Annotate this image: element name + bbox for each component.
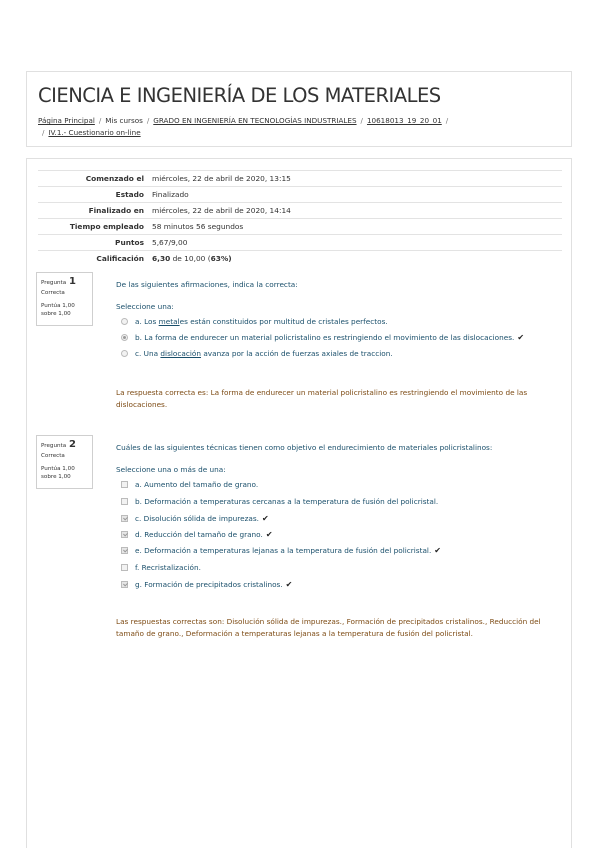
question-1-feedback: La respuesta correcta es: La forma de endurecer un material policristalino es restringiendo el movimiento de las dislocaciones. xyxy=(116,388,528,409)
grade-value: 6,30 xyxy=(152,254,171,263)
breadcrumb-separator: / xyxy=(445,116,449,125)
summary-row-points xyxy=(38,235,562,251)
attempt-summary-table xyxy=(38,170,562,266)
checkbox-checked[interactable] xyxy=(121,531,128,538)
summary-value xyxy=(148,251,562,267)
summary-value: 5,67/9,00 xyxy=(152,238,188,247)
answer-option: f. Recristalización. xyxy=(121,562,561,573)
summary-row-grade xyxy=(38,251,562,267)
checkbox-checked[interactable] xyxy=(121,547,128,554)
breadcrumb-degree[interactable]: GRADO EN INGENIERÍA EN TECNOLOGÍAS INDUSTRIALES xyxy=(153,116,357,125)
question-1-prompt: Seleccione una: xyxy=(116,302,174,311)
answer-option: c. Disolución sólida de impurezas. ✔ xyxy=(121,513,561,524)
summary-row-finished xyxy=(38,203,562,219)
check-icon: ✔ xyxy=(434,546,441,555)
answer-option: b. Deformación a temperaturas cercanas a la temperatura de fusión del policristal. xyxy=(121,496,561,507)
summary-value: 58 minutos 56 segundos xyxy=(152,222,244,231)
summary-label: Estado xyxy=(115,190,144,199)
checkbox-checked[interactable] xyxy=(121,581,128,588)
question-2-text: Cuáles de las siguientes técnicas tienen como objetivo el endurecimiento de materiales policristalinos: xyxy=(116,443,493,452)
breadcrumb-separator: / xyxy=(98,116,102,125)
question-2-prompt: Seleccione una o más de una: xyxy=(116,465,226,474)
checkbox[interactable] xyxy=(121,498,128,505)
summary-label: Tiempo empleado xyxy=(69,222,144,231)
breadcrumb-home[interactable]: Página Principal xyxy=(38,116,95,125)
grade-percent: 63% xyxy=(210,254,229,263)
answer-option: d. Reducción del tamaño de grano. ✔ xyxy=(121,529,561,540)
grade-close: ) xyxy=(228,254,232,263)
summary-row-state xyxy=(38,187,562,203)
question-state: Correcta xyxy=(41,290,65,296)
grade-scale: de 10,00 ( xyxy=(170,254,211,263)
breadcrumb-separator: / xyxy=(146,116,150,125)
check-icon: ✔ xyxy=(517,333,525,342)
page-header xyxy=(26,71,572,147)
glossary-link[interactable]: dislocación xyxy=(160,349,201,358)
check-icon: ✔ xyxy=(262,514,269,523)
question-2-feedback: Las respuestas correctas son: Disolución sólida de impurezas., Formación de precipitados cristalinos., Reducción del tamaño de grano., Deformación a temperaturas lejanas a la temperatura de fusión del policristal. xyxy=(116,617,541,638)
summary-label: Comenzado el xyxy=(85,174,144,183)
summary-value: Finalizado xyxy=(152,190,189,199)
question-grade: Puntúa 1,00 sobre 1,00 xyxy=(41,303,75,317)
answer-option: a. Los metales están constituidos por multitud de cristales perfectos. xyxy=(121,316,561,327)
quiz-review xyxy=(26,158,572,848)
question-number: Pregunta 2 xyxy=(41,439,76,450)
answer-option: c. Una dislocación avanza por la acción de fuerzas axiales de traccion. xyxy=(121,348,561,359)
breadcrumb xyxy=(38,115,558,139)
checkbox[interactable] xyxy=(121,481,128,488)
radio-button-selected[interactable] xyxy=(121,334,128,341)
summary-label: Finalizado en xyxy=(88,206,144,215)
question-number: Pregunta 1 xyxy=(41,276,76,287)
check-icon: ✔ xyxy=(285,580,293,589)
summary-value: miércoles, 22 de abril de 2020, 14:14 xyxy=(152,206,291,215)
breadcrumb-separator: / xyxy=(42,128,45,137)
summary-row-started xyxy=(38,171,562,187)
summary-label: Calificación xyxy=(96,254,144,263)
radio-button[interactable] xyxy=(121,318,128,325)
answer-option: g. Formación de precipitados cristalinos. ✔ xyxy=(121,579,561,590)
breadcrumb-quiz[interactable]: IV.1.- Cuestionario on-line xyxy=(48,128,141,137)
summary-label: Puntos xyxy=(115,238,144,247)
checkbox[interactable] xyxy=(121,564,128,571)
summary-row-time xyxy=(38,219,562,235)
question-2-info xyxy=(36,435,93,489)
answer-option: a. Aumento del tamaño de grano. xyxy=(121,479,561,490)
question-state: Correcta xyxy=(41,453,65,459)
radio-button[interactable] xyxy=(121,350,128,357)
breadcrumb-my-courses[interactable]: Mis cursos xyxy=(105,116,143,125)
question-grade: Puntúa 1,00 sobre 1,00 xyxy=(41,466,75,480)
breadcrumb-course[interactable]: 10618013_19_20_01 xyxy=(366,116,442,125)
page-title: CIENCIA E INGENIERÍA DE LOS MATERIALES xyxy=(38,84,441,107)
answer-option: e. Deformación a temperaturas lejanas a la temperatura de fusión del policristal. ✔ xyxy=(121,545,561,556)
glossary-link[interactable]: metal xyxy=(158,317,180,326)
question-1-info xyxy=(36,272,93,326)
answer-option: b. La forma de endurecer un material policristalino es restringiendo el movimiento de las dislocaciones. ✔ xyxy=(121,332,561,343)
checkbox-checked[interactable] xyxy=(121,515,128,522)
breadcrumb-separator: / xyxy=(360,116,363,125)
question-1-text: De las siguientes afirmaciones, indica la correcta: xyxy=(116,280,298,289)
summary-value: miércoles, 22 de abril de 2020, 13:15 xyxy=(152,174,291,183)
check-icon: ✔ xyxy=(265,530,273,539)
